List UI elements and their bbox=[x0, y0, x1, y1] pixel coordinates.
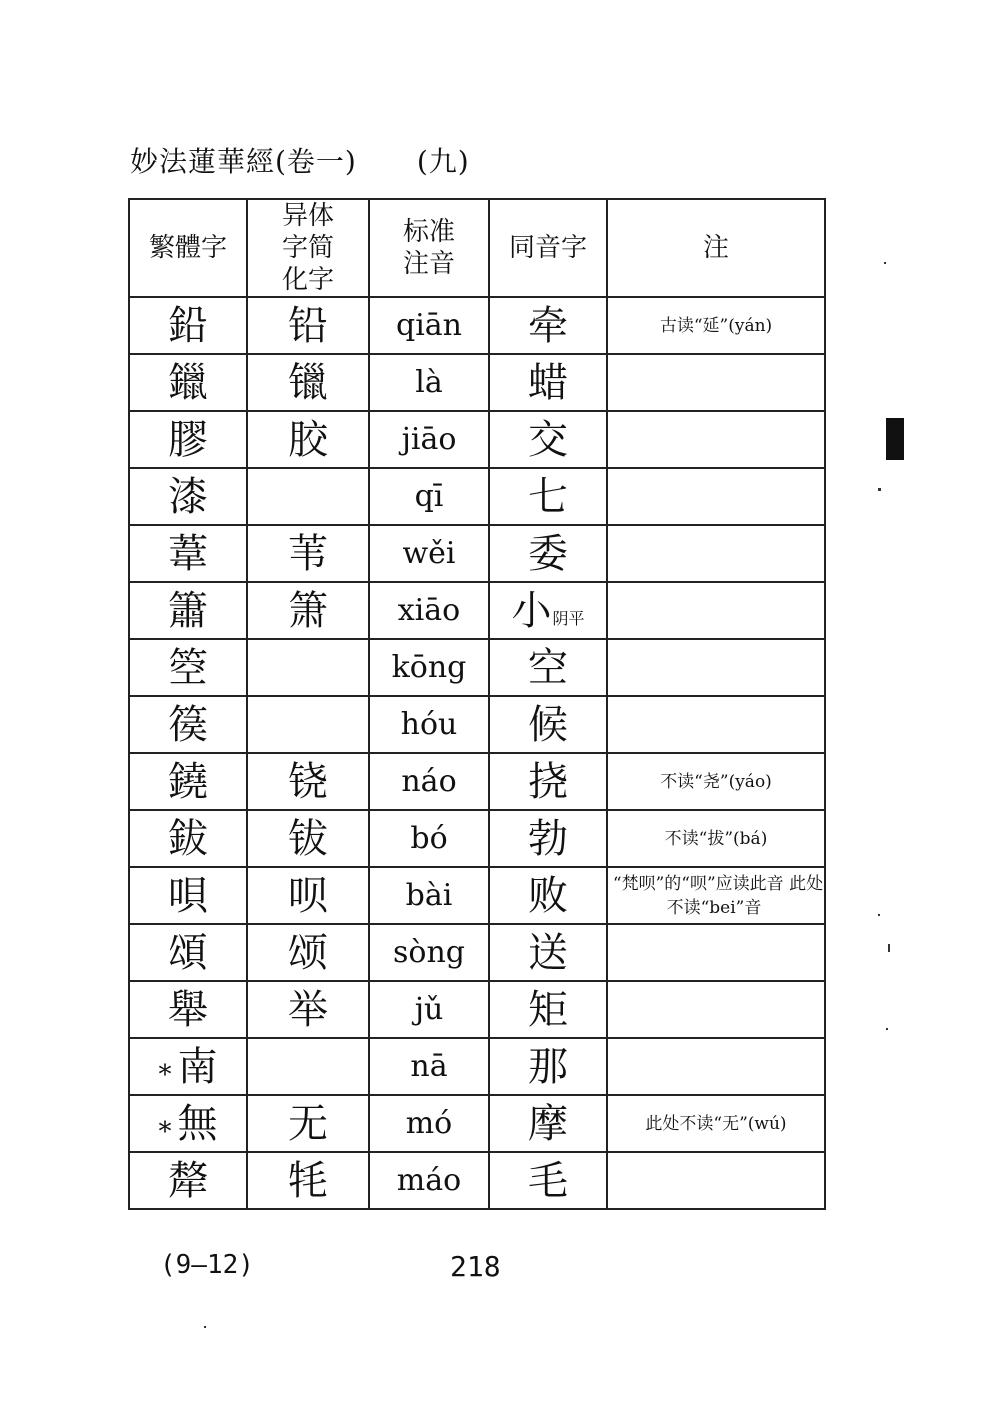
traditional-char: 犛 bbox=[168, 1157, 208, 1204]
traditional-cell bbox=[129, 753, 247, 810]
header-row bbox=[129, 199, 825, 297]
table-row bbox=[129, 297, 825, 354]
pinyin-cell bbox=[369, 867, 489, 924]
table-row bbox=[129, 639, 825, 696]
homophone-char: 败 bbox=[528, 872, 568, 919]
pinyin-text: sòng bbox=[393, 935, 465, 970]
note-cell bbox=[607, 810, 825, 867]
reading-note bbox=[712, 601, 720, 621]
traditional-char: 南 bbox=[177, 1043, 218, 1090]
reading-note: 不读“尧”(yáo) bbox=[660, 771, 772, 792]
scan-speck bbox=[888, 944, 890, 952]
traditional-cell bbox=[129, 924, 247, 981]
sutra-title: 妙法蓮華經(卷一) bbox=[130, 145, 357, 178]
note-cell bbox=[607, 1095, 825, 1152]
note-cell bbox=[607, 582, 825, 639]
simplified-char: 箫 bbox=[288, 587, 328, 634]
simplified-cell bbox=[247, 582, 369, 639]
homophone-char: 矩 bbox=[528, 986, 568, 1033]
traditional-char: 簫 bbox=[168, 587, 208, 634]
page-number: 218 bbox=[450, 1250, 501, 1283]
homophone-char: 候 bbox=[528, 701, 568, 748]
header-note: 注 bbox=[607, 199, 825, 297]
pinyin-text: là bbox=[415, 365, 443, 400]
homophone-char: 那 bbox=[528, 1043, 568, 1090]
note-cell bbox=[607, 639, 825, 696]
pinyin-text: qī bbox=[414, 479, 444, 514]
note-cell bbox=[607, 411, 825, 468]
scan-speck bbox=[878, 488, 881, 491]
pinyin-cell bbox=[369, 924, 489, 981]
simplified-cell bbox=[247, 753, 369, 810]
header-traditional: 繁體字 bbox=[129, 199, 247, 297]
simplified-cell bbox=[247, 696, 369, 753]
pinyin-text: nā bbox=[410, 1049, 448, 1084]
traditional-char: 篌 bbox=[168, 701, 208, 748]
scan-speck bbox=[878, 914, 880, 916]
homophone-char: 小 bbox=[511, 587, 552, 634]
traditional-cell bbox=[129, 525, 247, 582]
reading-note bbox=[712, 373, 720, 393]
reading-note bbox=[712, 430, 720, 450]
simplified-char: 铅 bbox=[288, 302, 328, 349]
homophone-cell bbox=[489, 810, 607, 867]
table-row bbox=[129, 1038, 825, 1095]
pinyin-text: kōng bbox=[391, 650, 467, 685]
simplified-char: 苇 bbox=[288, 530, 328, 577]
simplified-char: 镴 bbox=[288, 359, 328, 406]
note-cell bbox=[607, 696, 825, 753]
table-row bbox=[129, 411, 825, 468]
homophone-char: 牵 bbox=[528, 302, 568, 349]
pinyin-text: hóu bbox=[400, 707, 458, 742]
character-glossary-table bbox=[128, 198, 826, 1210]
traditional-cell bbox=[129, 468, 247, 525]
homophone-cell bbox=[489, 1152, 607, 1209]
homophone-char: 送 bbox=[528, 929, 568, 976]
scan-speck bbox=[884, 262, 886, 264]
note-cell bbox=[607, 354, 825, 411]
note-cell bbox=[607, 867, 825, 924]
homophone-char: 委 bbox=[528, 530, 568, 577]
page-title bbox=[130, 140, 470, 180]
homophone-char: 勃 bbox=[528, 815, 568, 862]
pinyin-cell bbox=[369, 411, 489, 468]
asterisk-mark: * bbox=[158, 1117, 172, 1147]
footer-code: (9—12) bbox=[160, 1250, 254, 1280]
pinyin-cell bbox=[369, 639, 489, 696]
table-row bbox=[129, 468, 825, 525]
margin-mark bbox=[886, 418, 904, 460]
simplified-char: 无 bbox=[288, 1100, 328, 1147]
traditional-char: 葦 bbox=[168, 530, 208, 577]
traditional-cell bbox=[129, 867, 247, 924]
homophone-char: 蜡 bbox=[528, 359, 568, 406]
simplified-cell bbox=[247, 354, 369, 411]
header-homophone: 同音字 bbox=[489, 199, 607, 297]
reading-note bbox=[712, 487, 720, 507]
table-row bbox=[129, 1152, 825, 1209]
reading-note bbox=[712, 715, 720, 735]
simplified-cell bbox=[247, 924, 369, 981]
simplified-cell bbox=[247, 639, 369, 696]
pinyin-cell bbox=[369, 1152, 489, 1209]
traditional-char: 漆 bbox=[168, 473, 208, 520]
pinyin-cell bbox=[369, 1038, 489, 1095]
simplified-cell bbox=[247, 468, 369, 525]
pinyin-cell bbox=[369, 582, 489, 639]
homophone-cell bbox=[489, 867, 607, 924]
table-row bbox=[129, 582, 825, 639]
homophone-char: 七 bbox=[528, 473, 568, 520]
table-row bbox=[129, 753, 825, 810]
reading-note: 此处不读“无”(wú) bbox=[645, 1113, 787, 1134]
pinyin-cell bbox=[369, 696, 489, 753]
traditional-char: 膠 bbox=[168, 416, 208, 463]
homophone-cell bbox=[489, 696, 607, 753]
pinyin-text: máo bbox=[396, 1163, 462, 1198]
note-cell bbox=[607, 753, 825, 810]
table-row bbox=[129, 924, 825, 981]
note-cell bbox=[607, 981, 825, 1038]
traditional-cell bbox=[129, 1095, 247, 1152]
table-row bbox=[129, 354, 825, 411]
asterisk-mark: * bbox=[158, 1060, 172, 1090]
pinyin-text: xiāo bbox=[397, 593, 461, 628]
note-cell bbox=[607, 468, 825, 525]
traditional-char: 鑞 bbox=[168, 359, 208, 406]
reading-note bbox=[712, 1057, 720, 1077]
traditional-char: 舉 bbox=[168, 986, 208, 1033]
traditional-cell bbox=[129, 639, 247, 696]
homophone-cell bbox=[489, 1038, 607, 1095]
pinyin-cell bbox=[369, 981, 489, 1038]
simplified-char: 胶 bbox=[288, 416, 328, 463]
table-row bbox=[129, 525, 825, 582]
note-cell bbox=[607, 924, 825, 981]
simplified-cell bbox=[247, 1152, 369, 1209]
pinyin-text: mó bbox=[405, 1106, 453, 1141]
homophone-cell bbox=[489, 1095, 607, 1152]
reading-note: 不读“拔”(bá) bbox=[664, 828, 768, 849]
pinyin-text: jǔ bbox=[414, 992, 444, 1027]
table-row bbox=[129, 867, 825, 924]
homophone-char: 毛 bbox=[528, 1157, 568, 1204]
traditional-cell bbox=[129, 582, 247, 639]
simplified-char: 牦 bbox=[288, 1157, 328, 1204]
table-row bbox=[129, 981, 825, 1038]
traditional-char: 唄 bbox=[168, 872, 208, 919]
traditional-cell bbox=[129, 810, 247, 867]
note-cell bbox=[607, 297, 825, 354]
traditional-char: 鉛 bbox=[168, 302, 208, 349]
homophone-cell bbox=[489, 525, 607, 582]
simplified-char: 颂 bbox=[288, 929, 328, 976]
homophone-char: 交 bbox=[528, 416, 568, 463]
traditional-char: 鐃 bbox=[168, 758, 208, 805]
simplified-cell bbox=[247, 981, 369, 1038]
pinyin-cell bbox=[369, 810, 489, 867]
reading-note bbox=[712, 943, 720, 963]
header-pinyin: 标准注音 bbox=[369, 199, 489, 297]
pinyin-cell bbox=[369, 297, 489, 354]
traditional-char: 頌 bbox=[168, 929, 208, 976]
reading-note bbox=[712, 1171, 720, 1191]
reading-note: “梵呗”的“呗”应读此音 此处不读“bei”音 bbox=[612, 873, 824, 918]
simplified-char: 呗 bbox=[288, 872, 328, 919]
pinyin-cell bbox=[369, 753, 489, 810]
simplified-char: 钹 bbox=[288, 815, 328, 862]
pinyin-text: jiāo bbox=[401, 422, 457, 457]
tone-note: 阴平 bbox=[552, 608, 585, 628]
pinyin-cell bbox=[369, 525, 489, 582]
reading-note: 古读“延”(yán) bbox=[659, 315, 773, 336]
simplified-cell bbox=[247, 525, 369, 582]
traditional-cell bbox=[129, 1038, 247, 1095]
scan-speck bbox=[886, 1028, 888, 1030]
simplified-cell bbox=[247, 297, 369, 354]
table-row bbox=[129, 810, 825, 867]
simplified-cell bbox=[247, 1038, 369, 1095]
table-row bbox=[129, 1095, 825, 1152]
traditional-char: 無 bbox=[177, 1100, 218, 1147]
homophone-cell bbox=[489, 924, 607, 981]
traditional-cell bbox=[129, 411, 247, 468]
homophone-char: 摩 bbox=[528, 1100, 568, 1147]
note-cell bbox=[607, 1038, 825, 1095]
homophone-cell bbox=[489, 981, 607, 1038]
section-number: (九) bbox=[416, 145, 470, 178]
homophone-cell bbox=[489, 411, 607, 468]
pinyin-cell bbox=[369, 468, 489, 525]
traditional-cell bbox=[129, 696, 247, 753]
scan-speck bbox=[204, 1326, 206, 1328]
traditional-cell bbox=[129, 981, 247, 1038]
homophone-cell bbox=[489, 639, 607, 696]
homophone-char: 挠 bbox=[528, 758, 568, 805]
pinyin-text: bó bbox=[410, 821, 448, 856]
homophone-char: 空 bbox=[528, 644, 568, 691]
pinyin-cell bbox=[369, 354, 489, 411]
homophone-cell bbox=[489, 468, 607, 525]
homophone-cell bbox=[489, 753, 607, 810]
traditional-cell bbox=[129, 297, 247, 354]
pinyin-text: bài bbox=[405, 878, 453, 913]
homophone-cell bbox=[489, 354, 607, 411]
table-row bbox=[129, 696, 825, 753]
note-cell bbox=[607, 1152, 825, 1209]
simplified-char: 举 bbox=[288, 986, 328, 1033]
traditional-char: 箜 bbox=[168, 644, 208, 691]
simplified-cell bbox=[247, 411, 369, 468]
simplified-cell bbox=[247, 1095, 369, 1152]
traditional-cell bbox=[129, 1152, 247, 1209]
simplified-char: 铙 bbox=[288, 758, 328, 805]
header-simplified: 异体字简化字 bbox=[247, 199, 369, 297]
pinyin-cell bbox=[369, 1095, 489, 1152]
pinyin-text: náo bbox=[401, 764, 457, 799]
traditional-cell bbox=[129, 354, 247, 411]
traditional-char: 鈸 bbox=[168, 815, 208, 862]
reading-note bbox=[712, 544, 720, 564]
simplified-cell bbox=[247, 810, 369, 867]
pinyin-text: wěi bbox=[402, 536, 456, 571]
pinyin-text: qiān bbox=[395, 308, 462, 343]
homophone-cell bbox=[489, 582, 607, 639]
reading-note bbox=[712, 1000, 720, 1020]
note-cell bbox=[607, 525, 825, 582]
simplified-cell bbox=[247, 867, 369, 924]
reading-note bbox=[712, 658, 720, 678]
homophone-cell bbox=[489, 297, 607, 354]
